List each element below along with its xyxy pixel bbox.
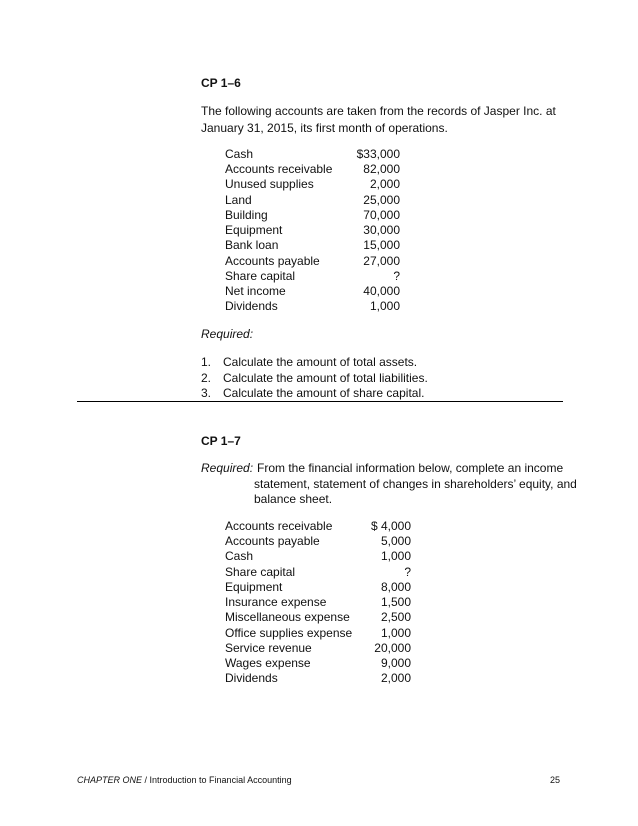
cp16-task-item — [201, 355, 417, 369]
cp16-item-value: 15,000 — [363, 238, 400, 252]
cp17-item-label: Office supplies expense — [225, 626, 353, 640]
section-divider — [77, 401, 563, 402]
cp17-item-label: Insurance expense — [225, 595, 327, 609]
cp16-item-label: Building — [225, 208, 268, 222]
page-number: 25 — [549, 775, 560, 785]
task-number: 3. — [201, 386, 212, 400]
cp16-item-value: 27,000 — [363, 254, 400, 268]
cp17-required-line-2: statement, statement of changes in shareholders’ equity, and — [254, 477, 577, 491]
cp17-item-value: ? — [404, 565, 411, 579]
task-text: Calculate the amount of share capital. — [223, 386, 425, 400]
cp17-item-label: Dividends — [225, 671, 278, 685]
cp16-item-label: Accounts payable — [225, 254, 320, 268]
cp16-item-label: Share capital — [225, 269, 296, 283]
cp16-item-label: Accounts receivable — [225, 162, 333, 176]
page-footer — [77, 775, 292, 785]
cp17-item-value: 8,000 — [380, 580, 411, 594]
cp17-item-value: 5,000 — [380, 534, 411, 548]
cp17-item-label: Equipment — [225, 580, 283, 594]
cp17-item-label: Accounts payable — [225, 534, 320, 548]
cp17-item-value: 20,000 — [374, 641, 411, 655]
cp17-item-label: Service revenue — [225, 641, 312, 655]
cp17-item-value: $ 4,000 — [370, 519, 411, 533]
cp17-item-value: 1,000 — [380, 549, 411, 563]
cp16-item-label: Cash — [225, 147, 254, 161]
cp16-item-label: Unused supplies — [225, 177, 314, 191]
task-text: Calculate the amount of total liabilities. — [223, 371, 428, 385]
cp17-item-value: 1,000 — [380, 626, 411, 640]
cp16-item-label: Net income — [225, 284, 286, 298]
cp17-required-line-3: balance sheet. — [254, 492, 333, 506]
cp16-item-label: Dividends — [225, 299, 278, 313]
cp16-item-label: Land — [225, 193, 252, 207]
cp17-item-value: 2,000 — [380, 671, 411, 685]
cp17-item-value: 2,500 — [380, 610, 411, 624]
cp17-item-value: 1,500 — [380, 595, 411, 609]
task-number: 1. — [201, 355, 212, 369]
cp16-item-label: Bank loan — [225, 238, 279, 252]
cp16-item-value: 25,000 — [363, 193, 400, 207]
cp17-item-label: Share capital — [225, 565, 296, 579]
cp17-item-label: Accounts receivable — [225, 519, 333, 533]
cp16-item-value: 70,000 — [363, 208, 400, 222]
cp16-item-value: $33,000 — [356, 147, 400, 161]
cp16-intro-line-1: The following accounts are taken from the records of Jasper Inc. at — [201, 104, 556, 118]
cp16-item-value: 30,000 — [363, 223, 400, 237]
cp16-task-item — [201, 371, 428, 385]
cp17-required-line-1: From the financial information below, complete an income — [257, 461, 564, 475]
cp16-heading: CP 1–6 — [201, 76, 241, 90]
cp17-heading: CP 1–7 — [201, 434, 241, 448]
task-number: 2. — [201, 371, 212, 385]
cp16-intro-line-2: January 31, 2015, its first month of operations. — [201, 121, 448, 135]
cp16-item-value: ? — [393, 269, 400, 283]
cp16-item-value: 1,000 — [369, 299, 400, 313]
task-text: Calculate the amount of total assets. — [223, 355, 418, 369]
cp16-item-label: Equipment — [225, 223, 283, 237]
cp16-item-value: 40,000 — [363, 284, 400, 298]
cp17-required-label: Required: — [201, 461, 254, 475]
cp16-item-value: 82,000 — [363, 162, 400, 176]
cp16-item-value: 2,000 — [369, 177, 400, 191]
cp16-required-label: Required: — [201, 327, 254, 341]
footer-chapter: CHAPTER ONE — [77, 775, 143, 785]
cp17-item-label: Wages expense — [225, 656, 311, 670]
cp16-task-item — [201, 386, 424, 400]
cp17-item-value: 9,000 — [380, 656, 411, 670]
footer-title: / Introduction to Financial Accounting — [142, 775, 292, 785]
cp17-item-label: Miscellaneous expense — [225, 610, 350, 624]
cp17-item-label: Cash — [225, 549, 254, 563]
